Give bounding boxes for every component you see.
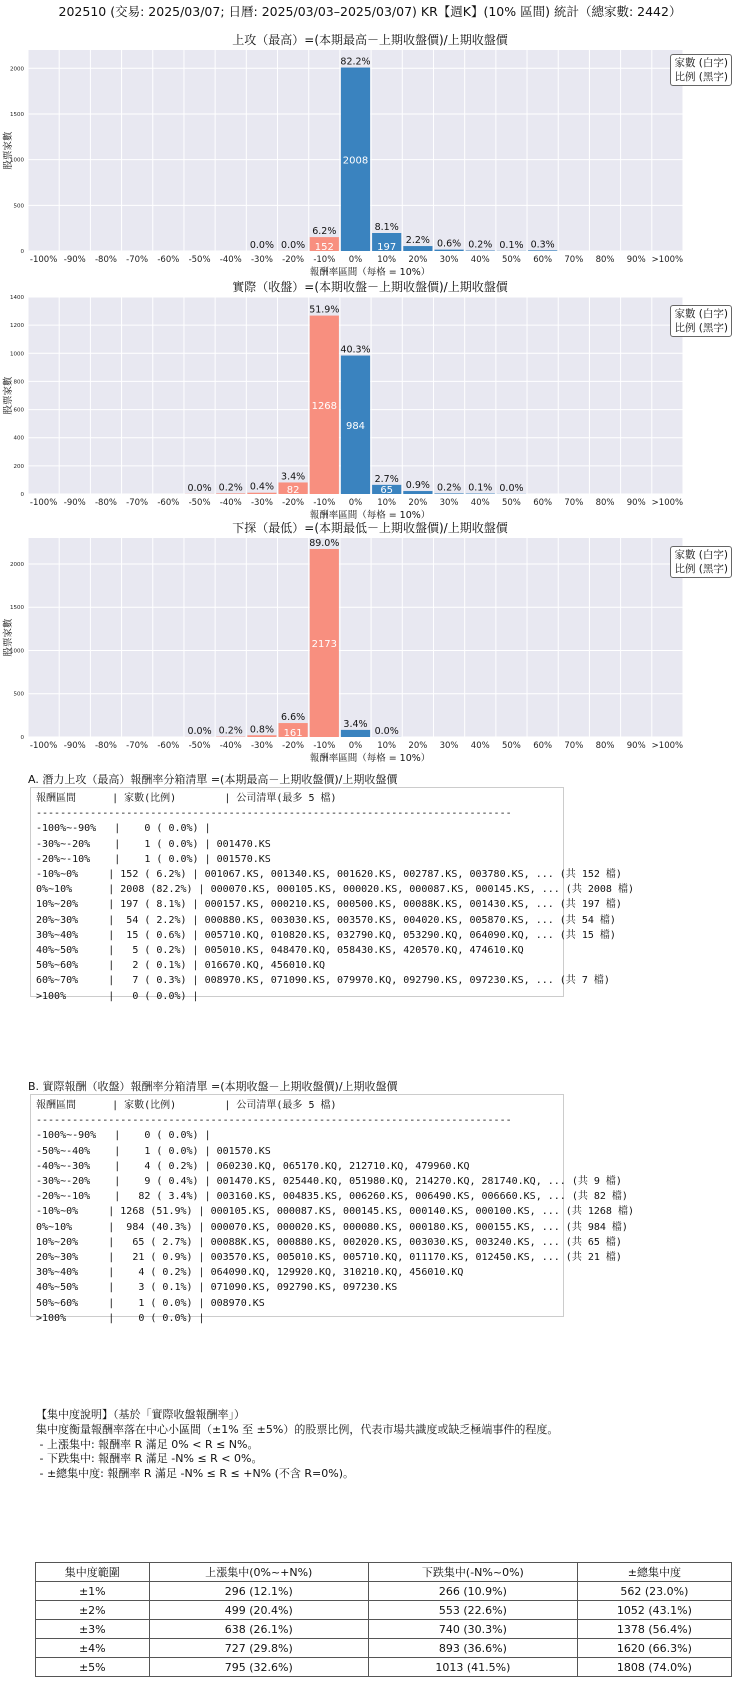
bar-pct-label: 0.0%: [281, 239, 306, 251]
list-line: -40%~-30% | 4 ( 0.2%) | 060230.KQ, 065170.KQ, 212710.KQ, 479960.KQ: [36, 1160, 470, 1172]
chart-upside-high: [0, 28, 740, 280]
x-tick-label: -70%: [126, 255, 149, 265]
list-line: >100% | 0 ( 0.0%) |: [36, 990, 199, 1002]
x-tick-label: -100%: [29, 741, 58, 751]
x-tick-label: 80%: [595, 255, 615, 265]
table-header-cell: 集中度範圍: [36, 1563, 150, 1582]
y-tick-label: 2000: [10, 66, 24, 73]
table-cell: 1620 (66.3%): [577, 1639, 731, 1658]
x-tick-label: -20%: [282, 741, 305, 751]
bar-pct-label: 89.0%: [309, 537, 340, 549]
bar: [247, 493, 276, 494]
x-tick-label: 50%: [501, 255, 521, 265]
bar-pct-label: 0.9%: [405, 480, 430, 492]
table-cell: 562 (23.0%): [577, 1582, 731, 1601]
x-tick-label: >100%: [651, 498, 684, 508]
list-line: -------------------------------------------------------------------------------: [36, 1115, 512, 1127]
x-tick-label: -30%: [250, 498, 273, 508]
bar: [341, 730, 370, 737]
x-tick-label: -30%: [250, 741, 273, 751]
bar-pct-label: 0.0%: [499, 482, 524, 494]
x-tick-label: -10%: [313, 741, 336, 751]
chart-title: 下探（最低）=(本期最低－上期收盤價)/上期收盤價: [232, 521, 508, 535]
table-cell: 1808 (74.0%): [577, 1658, 731, 1677]
x-tick-label: >100%: [651, 741, 684, 751]
list-line: -30%~-20% | 9 ( 0.4%) | 001470.KS, 025440.KQ, 051980.KQ, 214270.KQ, 281740.KQ, ... (共 9 檔): [36, 1176, 622, 1188]
x-tick-label: 20%: [408, 498, 428, 508]
x-axis-label: 報酬率區間（每格 = 10%）: [309, 510, 431, 521]
list-line: 40%~50% | 3 ( 0.1%) | 071090.KS, 092790.KS, 097230.KS: [36, 1282, 398, 1294]
x-tick-label: 50%: [501, 741, 521, 751]
chart-legend: [670, 305, 732, 337]
list-line: -100%~-90% | 0 ( 0.0%) |: [36, 823, 211, 835]
table-cell: 893 (36.6%): [368, 1639, 577, 1658]
x-tick-label: 10%: [377, 255, 397, 265]
x-tick-label: 70%: [564, 498, 584, 508]
table-row: [36, 1639, 732, 1658]
y-tick-label: 500: [13, 203, 24, 210]
x-tick-label: -50%: [188, 255, 211, 265]
y-tick-label: 2000: [10, 561, 24, 568]
bar: [247, 735, 276, 737]
y-tick-label: 1500: [10, 605, 24, 612]
y-tick-label: 0: [20, 249, 24, 255]
y-axis-label: 股票家數: [3, 618, 14, 657]
section-a-list: [30, 787, 634, 1002]
x-tick-label: 50%: [501, 498, 521, 508]
concentration-note-line: 集中度衡量報酬率落在中心小區間（±1% 至 ±5%）的股票比例，代表市場共識度或缺乏極端事件的程度。: [36, 1423, 559, 1436]
x-tick-label: 60%: [533, 741, 553, 751]
bar-pct-label: 0.2%: [218, 482, 243, 494]
x-axis-label: 報酬率區間（每格 = 10%）: [309, 753, 431, 764]
x-tick-label: -70%: [126, 498, 149, 508]
y-axis-label: 股票家數: [3, 376, 14, 415]
bar-count-label: 65: [380, 485, 394, 496]
bar-pct-label: 0.0%: [187, 482, 212, 494]
chart-svg: [0, 28, 740, 280]
list-line: 10%~20% | 65 ( 2.7%) | 00088K.KS, 000880.KS, 002020.KS, 003030.KS, 003240.KS, ... (共 65 檔): [36, 1236, 622, 1248]
y-tick-label: 1000: [10, 157, 24, 164]
bar-pct-label: 0.0%: [374, 725, 399, 737]
bar-count-label: 152: [314, 242, 334, 253]
table-cell: 499 (20.4%): [149, 1601, 368, 1620]
y-tick-label: 1500: [10, 111, 24, 118]
table-cell: 296 (12.1%): [149, 1582, 368, 1601]
x-tick-label: 10%: [377, 741, 397, 751]
chart-svg: [0, 279, 740, 522]
list-line: 報酬區間 | 家數(比例) | 公司清單(最多 5 檔): [36, 1100, 337, 1111]
x-tick-label: -90%: [63, 741, 86, 751]
x-tick-label: -50%: [188, 741, 211, 751]
section-b-list: [30, 1094, 634, 1324]
x-tick-label: 90%: [626, 498, 646, 508]
x-tick-label: 0%: [348, 741, 363, 751]
bar-count-label: 1268: [311, 400, 338, 412]
x-tick-label: -60%: [157, 255, 180, 265]
chart-svg: [0, 520, 740, 764]
list-line: 30%~40% | 15 ( 0.6%) | 005710.KQ, 010820.KS, 032790.KQ, 053290.KQ, 064090.KQ, ... (共 15 檔): [36, 929, 616, 941]
bar: [403, 246, 432, 251]
list-line: 40%~50% | 5 ( 0.2%) | 005010.KS, 048470.KQ, 058430.KS, 420570.KQ, 474610.KQ: [36, 945, 524, 957]
x-tick-label: 80%: [595, 741, 615, 751]
concentration-heading: 【集中度說明】（基於「實際收盤報酬率」）: [36, 1408, 245, 1421]
concentration-note-line: - ±總集中度: 報酬率 R 滿足 -N% ≤ R ≤ +N% (不含 R=0%)。: [36, 1466, 355, 1480]
bar: [403, 491, 432, 494]
table-cell: 266 (10.9%): [368, 1582, 577, 1601]
list-line: 50%~60% | 2 ( 0.1%) | 016670.KQ, 456010.KQ: [36, 960, 325, 972]
plot-area: [28, 538, 683, 737]
list-line: -30%~-20% | 1 ( 0.0%) | 001470.KS: [36, 838, 271, 850]
table-header-cell: 下跌集中(-N%~0%): [368, 1563, 577, 1582]
bar-pct-label: 6.2%: [312, 226, 337, 238]
x-tick-label: -80%: [94, 741, 117, 751]
x-tick-label: 40%: [470, 498, 490, 508]
y-tick-label: 0: [20, 735, 24, 741]
list-line: 0%~10% | 2008 (82.2%) | 000070.KS, 000105.KS, 000020.KS, 000087.KS, 000145.KS, ... (共 2008 檔): [36, 884, 634, 896]
bar-pct-label: 0.2%: [468, 239, 493, 251]
x-tick-label: 70%: [564, 741, 584, 751]
y-tick-label: 0: [20, 492, 24, 498]
legend-pct-label: 比例 (黑字): [674, 71, 728, 83]
list-line: 50%~60% | 1 ( 0.0%) | 008970.KS: [36, 1297, 265, 1309]
bar-pct-label: 0.6%: [437, 238, 462, 250]
chart-title: 上攻（最高）=(本期最高－上期收盤價)/上期收盤價: [232, 33, 508, 47]
y-tick-label: 1000: [10, 351, 24, 358]
list-line: >100% | 0 ( 0.0%) |: [36, 1312, 205, 1324]
bar: [528, 250, 557, 251]
x-tick-label: -60%: [157, 741, 180, 751]
chart-actual-close: [0, 279, 740, 522]
bar-count-label: 2008: [342, 155, 369, 167]
legend-count-label: 家數 (白字): [674, 549, 728, 561]
x-tick-label: 40%: [470, 741, 490, 751]
table-cell: 740 (30.3%): [368, 1620, 577, 1639]
concentration-note-line: - 上漲集中: 報酬率 R 滿足 0% < R ≤ N%。: [36, 1437, 259, 1451]
x-tick-label: 0%: [348, 255, 363, 265]
x-tick-label: -70%: [126, 741, 149, 751]
chart-legend: [670, 546, 732, 578]
x-tick-label: -60%: [157, 498, 180, 508]
bar-pct-label: 8.1%: [374, 222, 399, 234]
list-line: -50%~-40% | 1 ( 0.0%) | 001570.KS: [36, 1145, 271, 1157]
x-tick-label: -20%: [282, 498, 305, 508]
x-tick-label: -50%: [188, 498, 211, 508]
table-header-cell: 上漲集中(0%~+N%): [149, 1563, 368, 1582]
table-row: [36, 1658, 732, 1677]
x-tick-label: 20%: [408, 255, 428, 265]
list-line: 20%~30% | 21 ( 0.9%) | 003570.KS, 005010.KS, 005710.KQ, 011170.KS, 012450.KS, ... (共 21 檔): [36, 1252, 622, 1264]
section-b-title: B. 實際報酬（收盤）報酬率分箱清單 =(本期收盤－上期收盤價)/上期收盤價: [28, 1080, 398, 1093]
bar-pct-label: 2.7%: [374, 473, 399, 485]
y-tick-label: 200: [13, 463, 24, 470]
table-row: [36, 1601, 732, 1620]
list-line: 10%~20% | 197 ( 8.1%) | 000157.KS, 000210.KS, 000500.KS, 00088K.KS, 001430.KS, ... (共 197 檔): [36, 899, 622, 911]
bar-pct-label: 3.4%: [281, 471, 306, 483]
list-line: -10%~0% | 152 ( 6.2%) | 001067.KS, 001340.KS, 001620.KS, 002787.KS, 003780.KS, ... (共 152 檔): [36, 869, 622, 881]
bar-count-label: 82: [286, 485, 300, 496]
x-tick-label: -30%: [250, 255, 273, 265]
chart-legend: [670, 54, 732, 86]
x-tick-label: -40%: [219, 498, 242, 508]
bar-pct-label: 0.0%: [249, 240, 274, 251]
x-axis-label: 報酬率區間（每格 = 10%）: [309, 267, 431, 278]
bar-count-label: 984: [345, 420, 366, 432]
bar-pct-label: 0.2%: [218, 725, 243, 737]
legend-count-label: 家數 (白字): [674, 308, 728, 320]
list-line: -20%~-10% | 1 ( 0.0%) | 001570.KS: [36, 853, 271, 865]
x-tick-label: 30%: [439, 255, 459, 265]
x-tick-label: 40%: [470, 255, 490, 265]
x-tick-label: -80%: [94, 498, 117, 508]
list-line: 報酬區間 | 家數(比例) | 公司清單(最多 5 檔): [36, 793, 337, 804]
x-tick-label: >100%: [651, 255, 684, 265]
x-tick-label: -100%: [29, 255, 58, 265]
x-tick-label: -10%: [313, 255, 336, 265]
x-tick-label: -100%: [29, 498, 58, 508]
x-tick-label: 30%: [439, 741, 459, 751]
table-cell: 1052 (43.1%): [577, 1601, 731, 1620]
bar-pct-label: 0.0%: [187, 725, 212, 737]
x-tick-label: -10%: [313, 498, 336, 508]
bar-pct-label: 3.4%: [343, 718, 368, 730]
list-line: 30%~40% | 4 ( 0.2%) | 064090.KQ, 129920.KQ, 310210.KQ, 456010.KQ: [36, 1267, 464, 1279]
chart-downside-low: [0, 520, 740, 764]
list-line: -------------------------------------------------------------------------------: [36, 808, 512, 820]
x-tick-label: -90%: [63, 498, 86, 508]
bar: [216, 493, 245, 494]
x-tick-label: 20%: [408, 741, 428, 751]
table-row: [36, 1582, 732, 1601]
bar: [434, 493, 463, 494]
x-tick-label: 70%: [564, 255, 584, 265]
y-axis-label: 股票家數: [3, 131, 14, 170]
x-tick-label: 90%: [626, 741, 646, 751]
list-line: 0%~10% | 984 (40.3%) | 000070.KS, 000020.KS, 000080.KS, 000180.KS, 000155.KS, ... (共 984 檔): [36, 1221, 628, 1233]
x-tick-label: -80%: [94, 255, 117, 265]
y-tick-label: 1200: [10, 323, 24, 330]
legend-pct-label: 比例 (黑字): [674, 563, 728, 575]
y-tick-label: 1400: [10, 295, 24, 301]
bar-count-label: 2173: [311, 638, 338, 650]
table-cell: ±5%: [36, 1658, 150, 1677]
list-line: -10%~0% | 1268 (51.9%) | 000105.KS, 000087.KS, 000145.KS, 000140.KS, 000100.KS, ... (共 1268 檔): [36, 1206, 634, 1218]
bar-count-label: 161: [283, 728, 303, 739]
bar-pct-label: 0.4%: [249, 481, 274, 493]
bar-pct-label: 2.2%: [405, 235, 430, 247]
y-tick-label: 800: [13, 379, 24, 386]
concentration-table: [35, 1562, 732, 1677]
table-cell: ±4%: [36, 1639, 150, 1658]
list-line: -20%~-10% | 82 ( 3.4%) | 003160.KS, 004835.KS, 006260.KS, 006490.KS, 006660.KS, ... (共 82 檔): [36, 1191, 628, 1203]
table-cell: 553 (22.6%): [368, 1601, 577, 1620]
table-header-cell: ±總集中度: [577, 1563, 731, 1582]
table-cell: 1378 (56.4%): [577, 1620, 731, 1639]
x-tick-label: 10%: [377, 498, 397, 508]
x-tick-label: 60%: [533, 498, 553, 508]
list-line: -100%~-90% | 0 ( 0.0%) |: [36, 1130, 211, 1142]
x-tick-label: 80%: [595, 498, 615, 508]
bar-pct-label: 0.1%: [468, 482, 493, 494]
concentration-note-line: - 下跌集中: 報酬率 R 滿足 -N% ≤ R < 0%。: [36, 1452, 263, 1465]
y-tick-label: 500: [13, 691, 24, 698]
legend-count-label: 家數 (白字): [674, 57, 728, 69]
x-tick-label: 0%: [348, 498, 363, 508]
x-tick-label: -90%: [63, 255, 86, 265]
legend-pct-label: 比例 (黑字): [674, 322, 728, 334]
x-tick-label: 60%: [533, 255, 553, 265]
table-header-row: [36, 1563, 732, 1582]
y-tick-label: 600: [13, 407, 24, 414]
bar-pct-label: 82.2%: [340, 56, 371, 68]
list-line: 60%~70% | 7 ( 0.3%) | 008970.KS, 071090.KS, 079970.KQ, 092790.KS, 097230.KS, ... (共 7 檔): [36, 975, 610, 987]
y-tick-label: 1000: [10, 648, 24, 655]
bar-pct-label: 0.3%: [530, 239, 555, 251]
section-a-title: A. 潛力上攻（最高）報酬率分箱清單 =(本期最高－上期收盤價)/上期收盤價: [28, 773, 398, 786]
bar-pct-label: 0.2%: [437, 482, 462, 494]
bar-pct-label: 0.8%: [249, 724, 274, 736]
bar: [434, 250, 463, 251]
bar-pct-label: 0.1%: [499, 239, 524, 251]
bar-pct-label: 40.3%: [340, 344, 371, 356]
table-cell: ±3%: [36, 1620, 150, 1639]
x-tick-label: 90%: [626, 255, 646, 265]
x-tick-label: -20%: [282, 255, 305, 265]
table-cell: 638 (26.1%): [149, 1620, 368, 1639]
table-cell: 727 (29.8%): [149, 1639, 368, 1658]
bar-pct-label: 6.6%: [281, 712, 306, 724]
table-cell: 795 (32.6%): [149, 1658, 368, 1677]
table-cell: ±1%: [36, 1582, 150, 1601]
x-tick-label: -40%: [219, 741, 242, 751]
concentration-notes: [36, 1423, 558, 1481]
y-tick-label: 400: [13, 435, 24, 442]
table-cell: 1013 (41.5%): [368, 1658, 577, 1677]
chart-title: 實際（收盤）=(本期收盤－上期收盤價)/上期收盤價: [232, 280, 508, 294]
bar-pct-label: 51.9%: [309, 304, 340, 316]
x-tick-label: -40%: [219, 255, 242, 265]
page-title: 202510 (交易: 2025/03/07; 日曆: 2025/03/03–2025/03/07) KR【週K】(10% 區間) 統計（總家數: 2442）: [58, 4, 682, 19]
list-line: 20%~30% | 54 ( 2.2%) | 000880.KS, 003030.KS, 003570.KS, 004020.KS, 005870.KS, ... (共 54 檔): [36, 914, 616, 926]
bar-count-label: 197: [377, 242, 397, 253]
table-row: [36, 1620, 732, 1639]
x-tick-label: 30%: [439, 498, 459, 508]
table-cell: ±2%: [36, 1601, 150, 1620]
